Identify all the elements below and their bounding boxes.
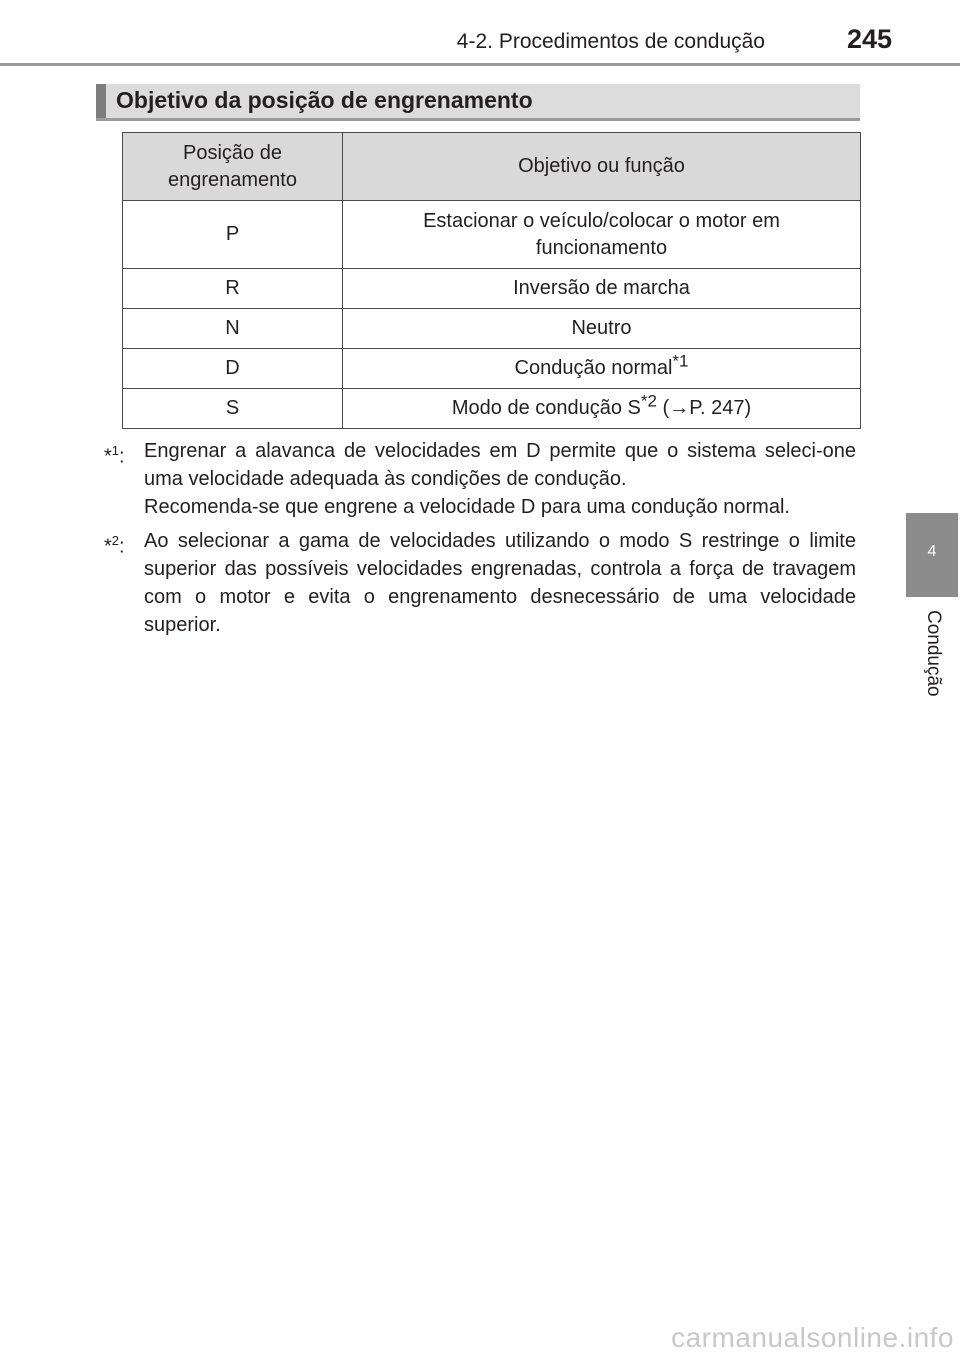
footnote-text: Ao selecionar a gama de velocidades utilizando o modo S restringe o limite superior das possíveis velocidades engrenadas, controla a força de travagem com o motor e evita o engrenamento desnecessário de uma velocidade superior. bbox=[144, 530, 856, 636]
footnote-ref-2: *2 bbox=[640, 391, 657, 411]
table-row bbox=[123, 269, 861, 309]
watermark: carmanualsonline.info bbox=[671, 1322, 954, 1353]
footnote-ref-1: *1 bbox=[672, 351, 689, 371]
chapter-tab-number: 4 bbox=[927, 543, 937, 560]
page-number: 245 bbox=[846, 24, 892, 54]
footnote-number: 1 bbox=[111, 443, 120, 458]
table-row bbox=[123, 309, 861, 349]
table-row bbox=[123, 349, 861, 389]
table-cell-purpose-text: Modo de condução S bbox=[451, 397, 641, 419]
page-header bbox=[0, 0, 960, 70]
header-section-title: 4-2. Procedimentos de condução bbox=[456, 30, 765, 53]
table-cell-position: R bbox=[123, 269, 343, 309]
footnote-text: Engrenar a alavanca de velocidades em D permite que o sistema seleci-one uma velocidade adequada às condições de condução. bbox=[144, 440, 856, 490]
footnote-text: Recomenda-se que engrene a velocidade D para uma condução normal. bbox=[144, 496, 790, 518]
section-heading-title: Objetivo da posição de engrenamento bbox=[116, 87, 533, 113]
table-cell-purpose: Inversão de marcha bbox=[343, 269, 861, 309]
table-cell-purpose-text: Condução normal bbox=[514, 357, 673, 379]
table-cell-position: N bbox=[123, 309, 343, 349]
header-rule bbox=[0, 63, 960, 66]
table-cell-position: S bbox=[123, 389, 343, 429]
section-heading-accent bbox=[96, 84, 106, 118]
footnote-2-marker: *$^2$: bbox=[104, 533, 125, 558]
table-cell-position: D bbox=[123, 349, 343, 389]
table-cell-purpose bbox=[343, 389, 861, 429]
table-row bbox=[123, 201, 861, 269]
gear-position-table bbox=[122, 132, 861, 429]
chapter-label bbox=[920, 610, 946, 730]
table-header-purpose bbox=[343, 133, 861, 201]
table-cell-purpose bbox=[343, 201, 861, 269]
footnote-number: 2 bbox=[111, 533, 120, 548]
table-header-position bbox=[123, 133, 343, 201]
footnotes bbox=[104, 437, 856, 639]
footnote-star: * bbox=[104, 535, 112, 558]
table-cell-purpose bbox=[343, 349, 861, 389]
footnote-2 bbox=[104, 527, 856, 639]
footnote-1 bbox=[104, 437, 856, 521]
footnote-1-marker: *$^1$: bbox=[104, 443, 125, 468]
table-header-purpose-text: Objetivo ou função bbox=[518, 155, 685, 177]
footnote-star: * bbox=[104, 445, 112, 468]
table-cell-purpose: Neutro bbox=[343, 309, 861, 349]
chapter-label-text: Condução bbox=[923, 610, 944, 697]
table-cell-purpose-text: Estacionar o veículo/colocar o motor em funcionamento bbox=[423, 209, 780, 259]
chapter-tab[interactable] bbox=[906, 513, 958, 597]
section-heading bbox=[96, 84, 860, 121]
table-header-position-text: Posição de engrenamento bbox=[168, 141, 297, 191]
page-reference: (→P. 247) bbox=[656, 397, 752, 419]
table-cell-position: P bbox=[123, 201, 343, 269]
table-row bbox=[123, 389, 861, 429]
